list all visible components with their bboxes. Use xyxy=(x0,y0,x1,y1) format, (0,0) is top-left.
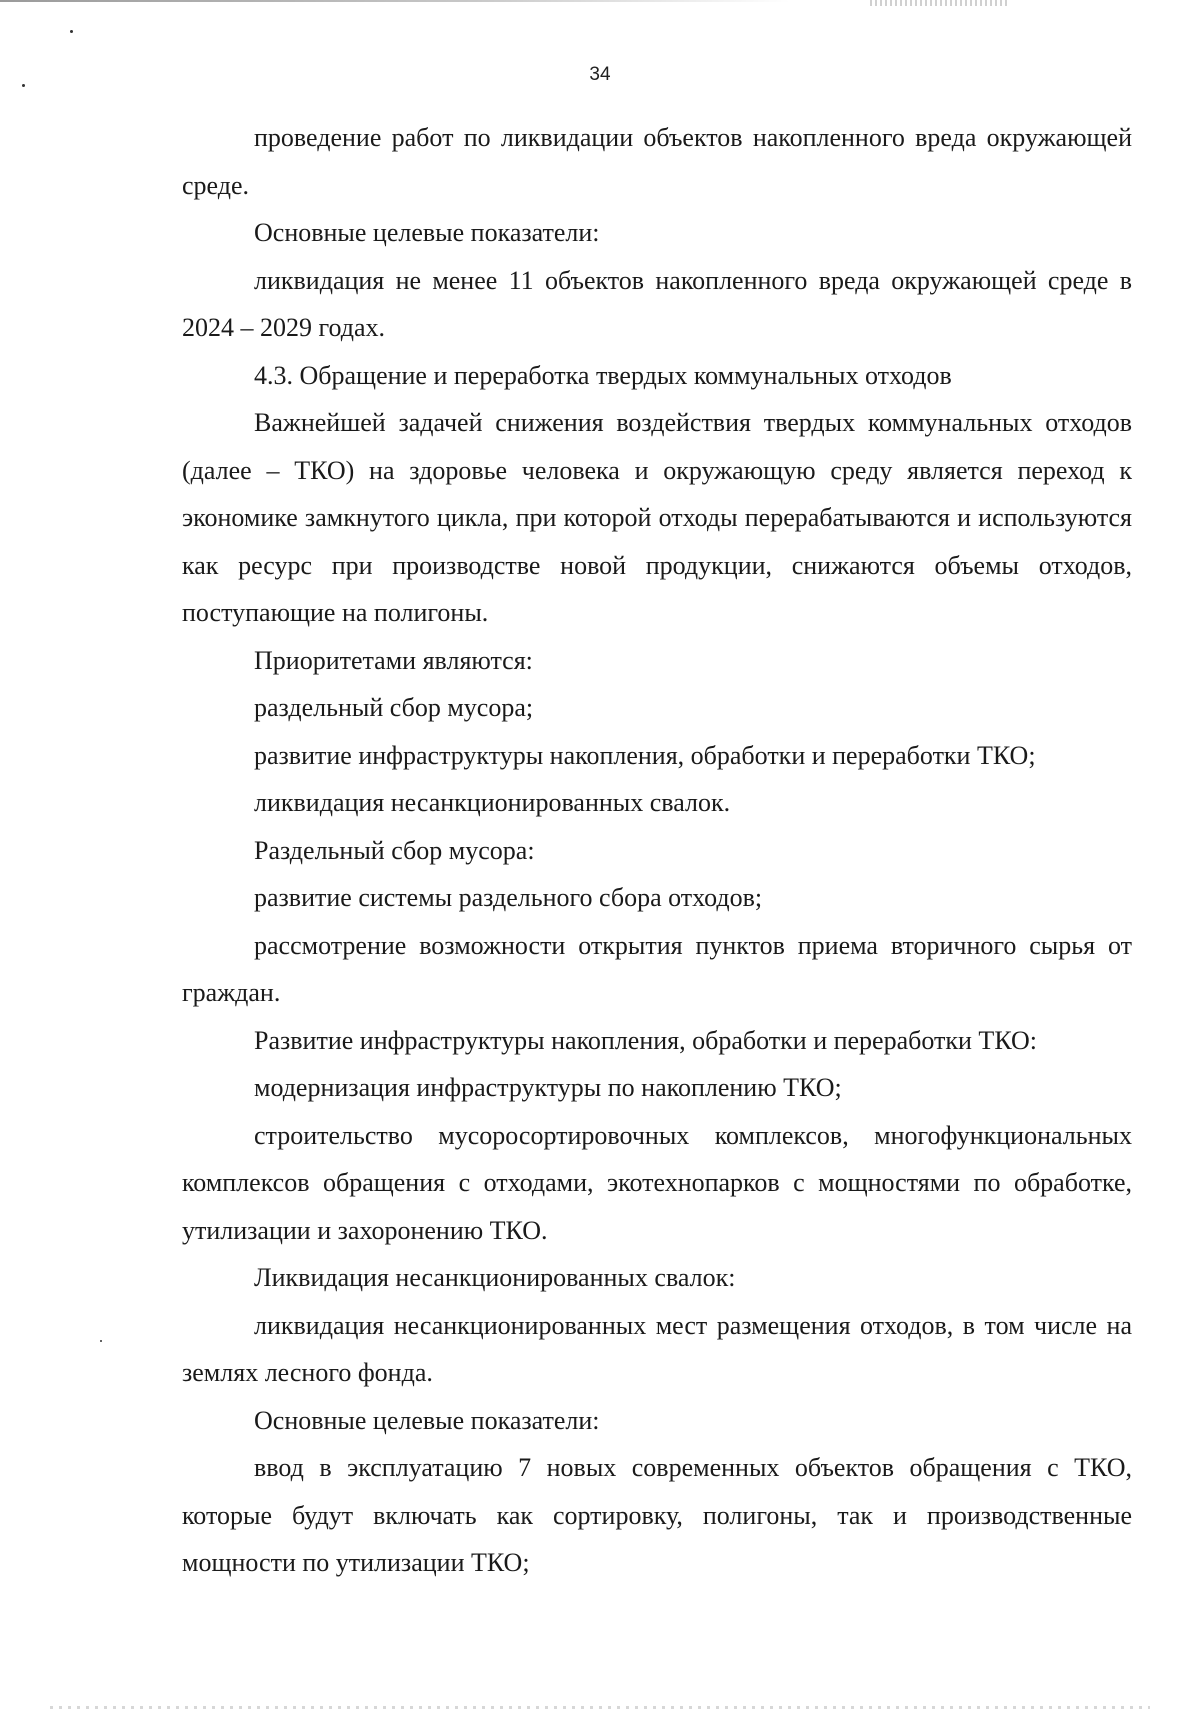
list-item: строительство мусоросортировочных комплексов, многофункциональных комплексов обращения с отходами, экотехнопарков с мощностями по обработке, утилизации и захоронению ТКО. xyxy=(182,1120,1132,1245)
list-item: развитие инфраструктуры накопления, обработки и переработки ТКО; xyxy=(254,740,1036,770)
paragraph: Ликвидация несанкционированных свалок: xyxy=(254,1263,736,1292)
paragraph: ликвидация не менее 11 объектов накопленного вреда окружающей среде в 2024 – 2029 годах. xyxy=(182,265,1132,342)
document-body xyxy=(182,114,1132,1587)
paragraph: проведение работ по ликвидации объектов накопленного вреда окружающей среде. xyxy=(182,123,1132,200)
paragraph: Важнейшей задачей снижения воздействия твердых коммунальных отходов (далее – ТКО) на здоровье человека и окружающую среду является переход к экономике замкнутого цикла, при которой отходы перерабатываются и используются как ресурс при производстве новой продукции, снижаются объемы отходов, поступающие на полигоны. xyxy=(182,408,1132,627)
section-heading: 4.3. Обращение и переработка твердых коммунальных отходов xyxy=(254,360,952,390)
scan-speck xyxy=(70,30,73,33)
list-item: ввод в эксплуатацию 7 новых современных объектов обращения с ТКО, которые будут включать как сортировку, полигоны, так и производственные мощности по утилизации ТКО; xyxy=(182,1453,1132,1577)
list-item: модернизация инфраструктуры по накоплению ТКО; xyxy=(254,1073,842,1102)
paragraph: Приоритетами являются: xyxy=(254,645,533,675)
scan-edge-top xyxy=(0,0,790,2)
list-item: развитие системы раздельного сбора отходов; xyxy=(254,883,763,912)
paragraph: Раздельный сбор мусора: xyxy=(254,835,535,865)
list-item: раздельный сбор мусора; xyxy=(254,693,534,722)
list-item: рассмотрение возможности открытия пунктов приема вторичного сырья от граждан. xyxy=(182,930,1132,1007)
page-number: 34 xyxy=(589,64,611,85)
scan-noise-top-right xyxy=(870,0,1010,6)
list-item: ликвидация несанкционированных свалок. xyxy=(254,788,731,817)
scan-speck xyxy=(100,1340,102,1342)
list-item: ликвидация несанкционированных мест размещения отходов, в том числе на землях лесного фонда. xyxy=(182,1310,1132,1387)
paragraph: Основные целевые показатели: xyxy=(254,1405,600,1435)
paragraph: Развитие инфраструктуры накопления, обработки и переработки ТКО: xyxy=(254,1025,1038,1055)
paragraph: Основные целевые показатели: xyxy=(254,218,600,247)
scan-edge-bottom xyxy=(50,1706,1150,1709)
